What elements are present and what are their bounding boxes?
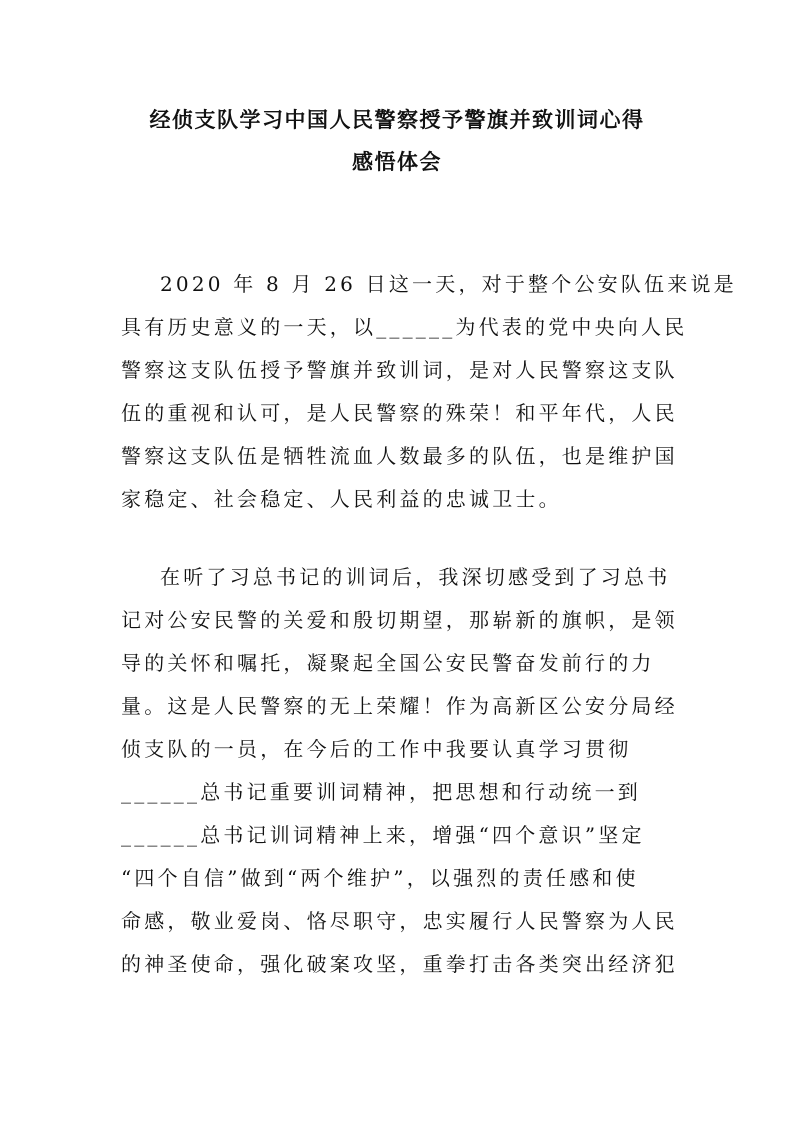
document-title-line-1: 经侦支队学习中国人民警察授予警旗并致训词心得 [149, 108, 645, 132]
paragraph-2-line-10: 的神圣使命，强化破案攻坚，重拳打击各类突出经济犯 [121, 952, 678, 976]
paragraph-2-line-7: ______总书记训词精神上来，增强“四个意识”坚定 [121, 823, 645, 847]
paragraph-2-line-8: “四个自信”做到“两个维护”，以强烈的责任感和使 [121, 866, 639, 890]
paragraph-2-line-3: 导的关怀和嘱托，凝聚起全国公安民警奋发前行的力 [121, 651, 655, 675]
paragraph-1-line-1: 2020 年 8 月 26 日这一天，对于整个公安队伍来说是 [160, 272, 737, 296]
paragraph-1-line-2: 具有历史意义的一天，以______为代表的党中央向人民 [121, 315, 688, 339]
paragraph-2-line-4: 量。这是人民警察的无上荣耀！作为高新区公安分局经 [121, 694, 678, 718]
paragraph-2-line-5: 侦支队的一员，在今后的工作中我要认真学习贯彻 [121, 737, 632, 761]
paragraph-2-line-2: 记对公安民警的关爱和殷切期望，那崭新的旗帜，是领 [121, 608, 678, 632]
document-title-line-2: 感悟体会 [352, 150, 442, 174]
paragraph-1-line-6: 家稳定、社会稳定、人民利益的忠诚卫士。 [121, 487, 562, 511]
paragraph-2-line-1: 在听了习总书记的训词后，我深切感受到了习总书 [160, 565, 671, 589]
paragraph-1-line-3: 警察这支队伍授予警旗并致训词，是对人民警察这支队 [121, 358, 678, 382]
paragraph-1-line-5: 警察这支队伍是牺牲流血人数最多的队伍，也是维护国 [121, 444, 678, 468]
paragraph-2-line-6: ______总书记重要训词精神，把思想和行动统一到 [121, 780, 641, 804]
paragraph-2-line-9: 命感，敬业爱岗、恪尽职守，忠实履行人民警察为人民 [121, 909, 678, 933]
paragraph-1-line-4: 伍的重视和认可，是人民警察的殊荣！和平年代，人民 [121, 401, 678, 425]
